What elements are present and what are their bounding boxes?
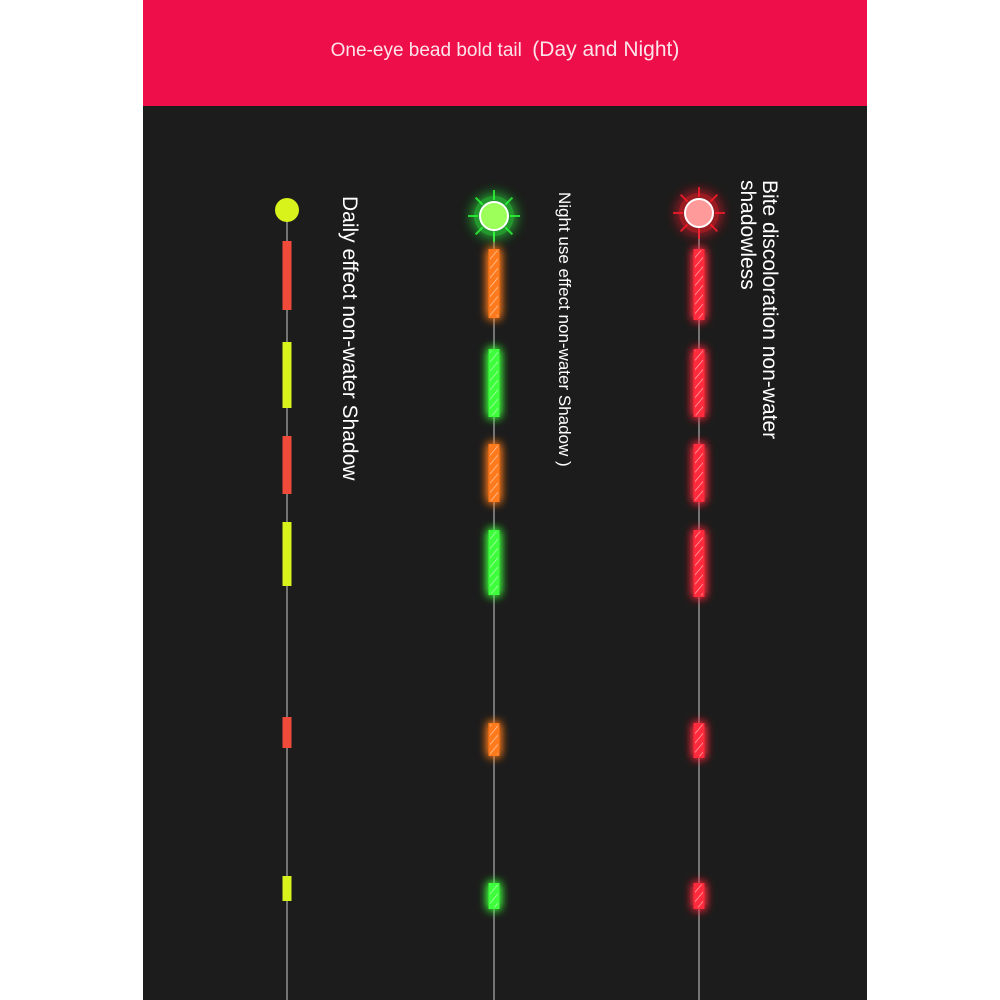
product-panel (143, 0, 867, 1000)
float-segment (489, 883, 500, 909)
float-segment (489, 723, 500, 756)
float-day (275, 198, 299, 1000)
banner-title-subtitle: (Day and Night) (532, 38, 680, 61)
bead (480, 202, 508, 230)
float-segment (694, 444, 705, 502)
float-segment (489, 249, 500, 318)
label-night-effect: Night use effect non-water Shadow ) (554, 192, 574, 467)
float-segment (283, 241, 292, 310)
banner-title-main: One-eye bead bold tail (330, 40, 522, 61)
float-segment (694, 249, 705, 320)
float-segment (489, 349, 500, 417)
float-segment (694, 883, 705, 909)
float-segment (489, 444, 500, 502)
float-segment (694, 349, 705, 417)
float-segment (694, 530, 705, 597)
float-segment (489, 530, 500, 595)
bead (685, 199, 713, 227)
float-segment (283, 717, 292, 748)
float-segment (283, 342, 292, 408)
float-segment (283, 436, 292, 494)
label-daily-effect: Daily effect non-water Shadow (338, 196, 362, 481)
bead (275, 198, 299, 222)
float-night (468, 190, 520, 1000)
float-bite (673, 187, 725, 1000)
float-segment (694, 723, 705, 758)
float-segment (283, 876, 292, 901)
float-segment (283, 522, 292, 586)
label-bite-effect: Bite discoloration non-water shadowless (736, 180, 782, 440)
